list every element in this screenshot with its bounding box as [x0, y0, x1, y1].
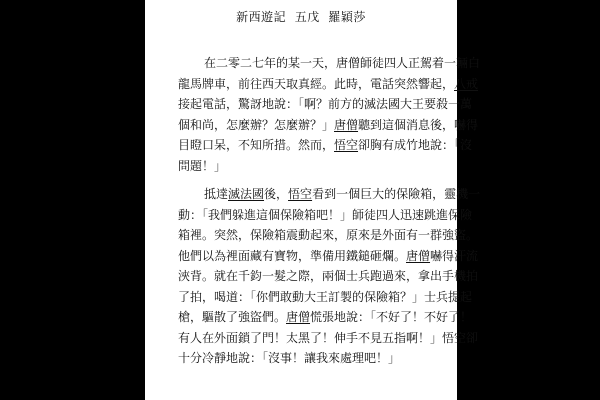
text-run: 聽到這個消息後，嚇得: [358, 117, 479, 132]
character-name: 悟空: [334, 138, 359, 152]
text-line: [178, 115, 479, 136]
text-run: 浹背。就在千鈞一髮之際，兩個士兵跑過來，拿出手機拍: [178, 269, 479, 283]
text-run: 看到一個巨大的保險箱，靈機一: [312, 187, 481, 201]
text-line: [178, 348, 426, 369]
text-run: 他們以為裡面藏有寶物，準備用鐵鎚砸爛。: [178, 248, 407, 263]
text-run: 目瞪口呆，不知所措。然而，: [178, 138, 335, 152]
text-line: [178, 135, 473, 156]
text-line: [178, 266, 479, 287]
character-name: 悟空: [288, 187, 313, 201]
text-run: 箱裡。突然，保險箱震動起來，原來是外面有一群強盜。: [178, 228, 479, 242]
character-name: 唐僧: [334, 117, 359, 132]
text-line: [178, 287, 473, 308]
character-name: 唐僧: [286, 310, 311, 324]
text-line: [178, 184, 481, 205]
character-name: 唐僧: [406, 248, 431, 263]
document-page: [145, 0, 481, 400]
text-run: 抵達: [204, 187, 229, 201]
text-line: [178, 94, 473, 115]
text-run: 在二零二七年的某一天，唐僧師徒四人正駕着一輛白: [204, 56, 481, 70]
text-line: [178, 156, 426, 177]
text-line: [178, 205, 473, 226]
text-line: [178, 307, 473, 328]
paragraph-1: [178, 53, 481, 176]
text-run: 個和尚，怎麼辦？怎麼辦？」: [178, 117, 335, 132]
text-line: [178, 328, 479, 349]
text-run: 動：「我們躲進這個保險箱吧！」師徒四人迅速跳進保險: [178, 207, 473, 222]
text-run: 後，: [264, 187, 289, 201]
place-name: 滅法國: [228, 187, 265, 201]
text-run: 龍馬牌車，前往西天取真經。此時，電話突然響起，: [178, 76, 455, 91]
paragraph-2: [178, 184, 481, 369]
text-run: 有人在外面鎖了門！太黑了！伸手不見五指啊！」悟空卻: [178, 330, 479, 345]
text-line: [178, 246, 479, 267]
text-line: [178, 53, 481, 74]
text-run: 嚇得汗流: [430, 248, 479, 263]
text-run: 慌張地說：「不好了！不好了！: [310, 310, 473, 324]
text-run: 十分冷靜地說：「沒事！讓我來處理吧！」: [178, 351, 401, 365]
document-title: 新西遊記 五戊 羅穎莎: [236, 10, 366, 24]
text-run: 了拍，喝道：「你們敢動大王訂製的保險箱？」士兵提起: [178, 289, 473, 304]
text-run: 接起電話，驚訝地說：「啊？前方的滅法國大王要殺一萬: [178, 97, 473, 111]
text-line: [178, 74, 479, 95]
text-run: 槍，驅散了強盜們。: [178, 310, 287, 324]
text-run: 卻胸有成竹地說：「沒: [358, 138, 473, 152]
text-line: [178, 225, 479, 246]
text-run: 問題！」: [178, 158, 227, 173]
character-name: 八戒: [454, 76, 479, 91]
